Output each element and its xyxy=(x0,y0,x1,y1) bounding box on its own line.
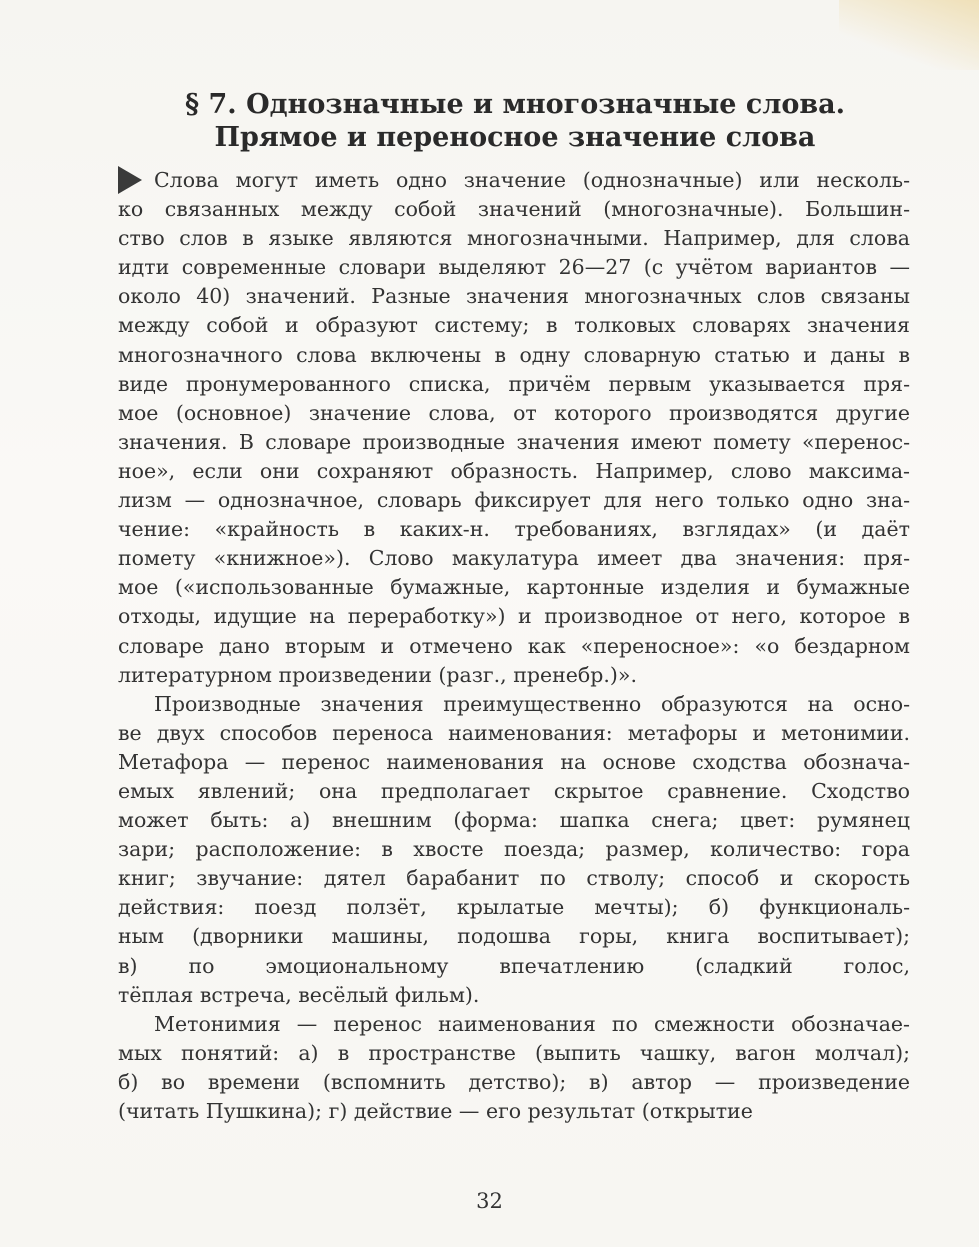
heading-line-2: Прямое и переносное значение слова xyxy=(214,122,816,153)
paragraph-1 xyxy=(118,166,910,690)
text-line: идти современные словари выделяют 26—27 (с учётом вариантов — xyxy=(118,255,910,280)
page-number: 32 xyxy=(476,1189,503,1213)
text-line: Производные значения преимущественно образуются на осно- xyxy=(154,691,910,716)
text-line: ко связанных между собой значений (многозначные). Большин- xyxy=(118,197,910,222)
text-line: зари; расположение: в хвосте поезда; размер, количество: гора xyxy=(118,837,910,862)
text-line: литературном произведении (разг., пренебр.)». xyxy=(118,662,637,687)
text-line: б) во времени (вспомнить детство); в) автор — произведение xyxy=(118,1069,910,1094)
text-line: мое («использованные бумажные, картонные изделия и бумажные xyxy=(118,575,910,600)
section-heading xyxy=(115,88,915,154)
text-line: ное», если они сохраняют образность. Например, слово максима- xyxy=(118,458,910,483)
text-line: ным (дворники машины, подошва горы, книга воспитывает); xyxy=(118,924,910,949)
body-text xyxy=(118,166,910,1126)
text-line: Метафора — перенос наименования на основе сходства обознача- xyxy=(118,749,910,774)
text-line: между собой и образуют систему; в толковых словарях значения xyxy=(118,313,910,338)
text-line: Метонимия — перенос наименования по смежности обозначае- xyxy=(154,1011,910,1036)
text-line: ве двух способов переноса наименования: метафоры и метонимии. xyxy=(118,720,910,745)
text-line: действия: поезд ползёт, крылатые мечты); б) функциональ- xyxy=(118,895,910,920)
text-line: виде пронумерованного списка, причём первым указывается пря- xyxy=(118,371,910,396)
text-line: книг; звучание: дятел барабанит по стволу; способ и скорость xyxy=(118,866,910,891)
text-line: чение: «крайность в каких-н. требованиях, взглядах» (и даёт xyxy=(118,517,910,542)
text-line: отходы, идущие на переработку») и производное от него, которое в xyxy=(118,604,910,629)
text-line: может быть: а) внешним (форма: шапка снега; цвет: румянец xyxy=(118,808,910,833)
text-line: значения. В словаре производные значения имеют помету «перенос- xyxy=(118,429,910,454)
text-line: (читать Пушкина); г) действие — его результат (открытие xyxy=(118,1099,753,1123)
text-line: лизм — однозначное, словарь фиксирует для него только одно зна- xyxy=(118,488,910,513)
text-line: мое (основное) значение слова, от которого производятся другие xyxy=(118,400,910,425)
text-line: Слова могут иметь одно значение (однозначные) или несколь- xyxy=(154,168,910,192)
text-line: мых понятий: а) в пространстве (выпить чашку, вагон молчал); xyxy=(118,1040,910,1065)
text-line: около 40) значений. Разные значения многозначных слов связаны xyxy=(118,284,910,309)
text-line: многозначного слова включены в одну словарную статью и даны в xyxy=(118,342,910,367)
text-line: емых явлений; она предполагает скрытое сравнение. Сходство xyxy=(118,778,910,803)
paragraph-3 xyxy=(118,1010,910,1126)
page-corner-shading xyxy=(839,0,979,70)
text-line: тёплая встреча, весёлый фильм). xyxy=(118,982,480,1007)
text-line: в) по эмоциональному впечатлению (сладкий голос, xyxy=(118,953,910,978)
text-line: помету «книжное»). Слово макулатура имеет два значения: пря- xyxy=(118,546,910,571)
text-line: словаре дано вторым и отмечено как «переносное»: «о бездарном xyxy=(118,633,910,658)
paragraph-2 xyxy=(118,690,910,1010)
heading-line-1: § 7. Однозначные и многозначные слова. xyxy=(184,89,846,120)
text-line: ство слов в языке являются многозначными. Например, для слова xyxy=(118,226,910,251)
